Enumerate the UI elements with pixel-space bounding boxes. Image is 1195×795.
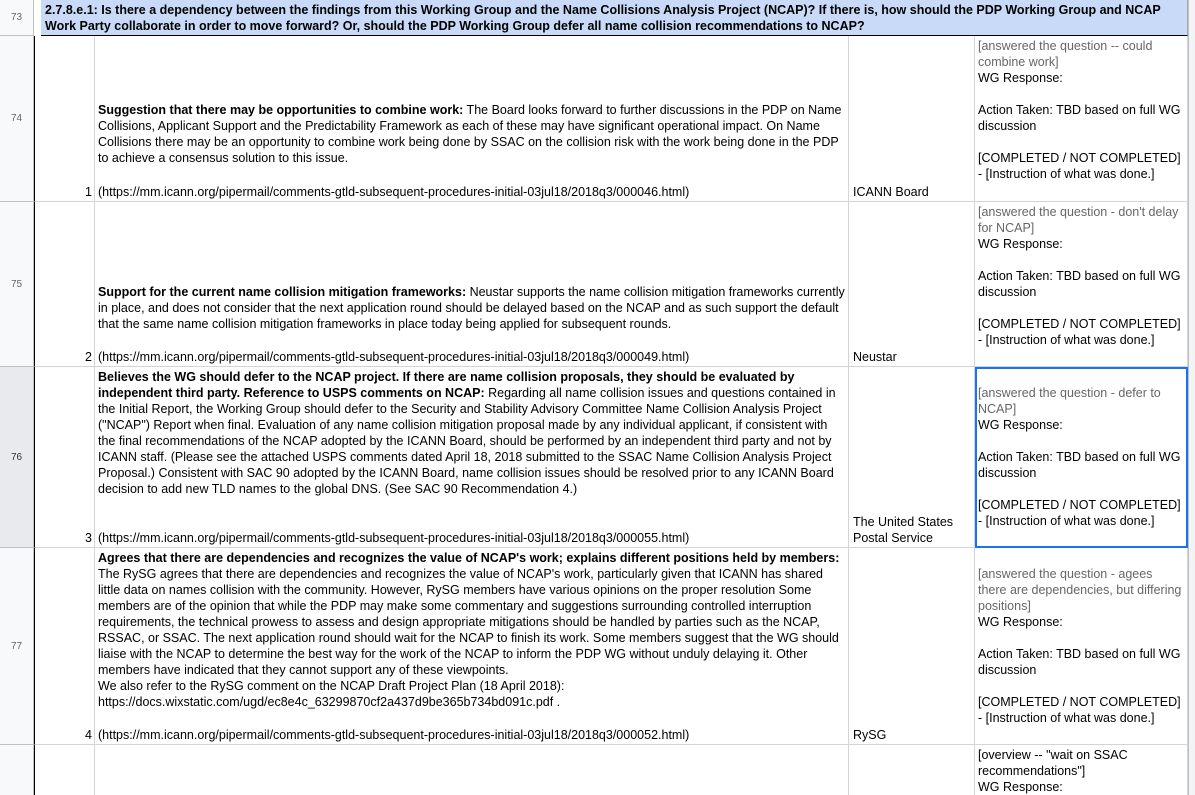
commenter-cell[interactable] xyxy=(849,745,975,795)
comment-url: (https://mm.icann.org/pipermail/comments-gtld-subsequent-procedures-initial-03jul18/2018q3/000046.html) xyxy=(98,185,690,199)
comment-cell[interactable] xyxy=(95,202,849,367)
commenter-cell[interactable]: RySG xyxy=(849,548,975,745)
comment-url: (https://mm.icann.org/pipermail/comments-gtld-subsequent-procedures-initial-03jul18/2018q3/000052.html) xyxy=(98,728,690,742)
question-cell[interactable]: 2.7.8.e.1: Is there a dependency between the findings from this Working Group and the Name Collisions Analysis Project (NCAP)? If there is, how should the PDP Working Group and NCAP Work Party collaborate in order to move forward? Or, should the PDP Working Group defer all name collision recommendations to NCAP? xyxy=(41,0,1188,36)
comment-cell[interactable] xyxy=(95,36,849,202)
commenter-cell[interactable]: Neustar xyxy=(849,202,975,367)
right-edge xyxy=(1188,0,1195,795)
row-header-76[interactable]: 76 xyxy=(0,367,34,548)
row-header-77[interactable]: 77 xyxy=(0,548,34,745)
commenter-cell[interactable]: The United States Postal Service xyxy=(849,367,975,548)
commenter-cell[interactable]: ICANN Board xyxy=(849,36,975,202)
response-cell[interactable]: [overview -- "wait on SSAC recommendations"] WG Response: xyxy=(975,745,1188,795)
num-cell[interactable]: 3 xyxy=(34,367,95,548)
comment-text: Agrees that there are dependencies and recognizes the value of NCAP's work; explains different positions held by members: The RySG agrees that there are dependencies and recognizes the value of NCAP's work, particularly given that ICANN has shared little data on names collision with the community. However, RySG members have various opinions on the proper resolution Some members are of the opinion that while the PDP may make some commentary and suggestions surrounding controlled interruption requirements, the technical prowess to assess and design appropriate mitigations should be handled by parties such as the NCAP, RSSAC, or SSAC. The next application round should wait for the NCAP to finish its work. Some members suggest that the WG should liaise with the NCAP to determine the best way for the work of the NCAP to inform the PDP WG without unduly delaying it. Other members have indicated that they cannot support any of these viewpoints. xyxy=(98,551,840,677)
row-header-73[interactable]: 73 xyxy=(0,0,34,36)
comment-extra: We also refer to the RySG comment on the NCAP Draft Project Plan (18 April 2018): xyxy=(98,679,565,693)
row-header-75[interactable]: 75 xyxy=(0,202,34,367)
comment-text: Support for the current name collision mitigation frameworks: Neustar supports the name collision mitigation frameworks currently in place, and does not consider that the next application round should be delayed based on the NCAP and as such support the default that the same name collision mitigation frameworks in place today being applied for subsequent rounds. xyxy=(98,285,845,331)
row-header-78[interactable] xyxy=(0,745,34,795)
row-header-74[interactable]: 74 xyxy=(0,36,34,202)
response-cell[interactable]: [answered the question -- could combine work] WG Response: Action Taken: TBD based on full WG discussion [COMPLETED / NOT COMPLETED] - [Instruction of what was done.] xyxy=(975,36,1188,202)
comment-link: https://docs.wixstatic.com/ugd/ec8e4c_63299870cf2a437d9be365b734bd091c.pdf . xyxy=(98,695,561,709)
comment-text: Suggestion that there may be opportunities to combine work: The Board looks forward to further discussions in the PDP on Name Collisions, Applicant Support and the Predictability Framework as each of these may have significant operational impact. On Name Collisions there may be an opportunity to combine work being done by SSAC on the collision risk with the work being done in the PDP to achieve a consensus solution to this issue. xyxy=(98,103,842,165)
comment-cell[interactable] xyxy=(95,745,849,795)
num-cell[interactable]: 1 xyxy=(34,36,95,202)
comment-cell[interactable] xyxy=(95,367,849,548)
num-cell[interactable]: 2 xyxy=(34,202,95,367)
comment-url: (https://mm.icann.org/pipermail/comments-gtld-subsequent-procedures-initial-03jul18/2018q3/000055.html) xyxy=(98,531,690,545)
num-cell[interactable]: 4 xyxy=(34,548,95,745)
comment-text: Believes the WG should defer to the NCAP project. If there are name collision proposals, they should be evaluated by independent third party. Reference to USPS comments on NCAP: Regarding all name collision issues and questions contained in the Initial Report, the Working Group should defer to the Security and Stability Advisory Committee Name Collision Analysis Project ("NCAP") Report when final. Evaluation of any name collision mitigation proposal made by any individual applicant, if consistent with the final recommendations of the NCAP adopted by the ICANN Board, should be performed by an independent third party and not by ICANN staff. (Please see the attached USPS comments dated April 18, 2018 submitted to the SSAC Name Collision Analysis Project Proposal.) Consistent with SAC 90 adopted by the ICANN Board, name collision issues should be resolved prior to any ICANN Board decision to add new TLD names to the global DNS. (See SAC 90 Recommendation 4.) xyxy=(98,370,836,496)
response-cell-selected[interactable]: [answered the question - defer to NCAP] WG Response: Action Taken: TBD based on full WG discussion [COMPLETED / NOT COMPLETED] - [Instruction of what was done.] xyxy=(975,367,1188,548)
response-cell[interactable]: [answered the question - don't delay for NCAP] WG Response: Action Taken: TBD based on full WG discussion [COMPLETED / NOT COMPLETED] - [Instruction of what was done.] xyxy=(975,202,1188,367)
comment-cell[interactable] xyxy=(95,548,849,745)
num-cell[interactable] xyxy=(34,745,95,795)
comment-url: (https://mm.icann.org/pipermail/comments-gtld-subsequent-procedures-initial-03jul18/2018q3/000049.html) xyxy=(98,350,690,364)
response-cell[interactable]: [answered the question - agees there are dependencies, but differing positions] WG Response: Action Taken: TBD based on full WG discussion [COMPLETED / NOT COMPLETED] - [Instruction of what was done.] xyxy=(975,548,1188,745)
